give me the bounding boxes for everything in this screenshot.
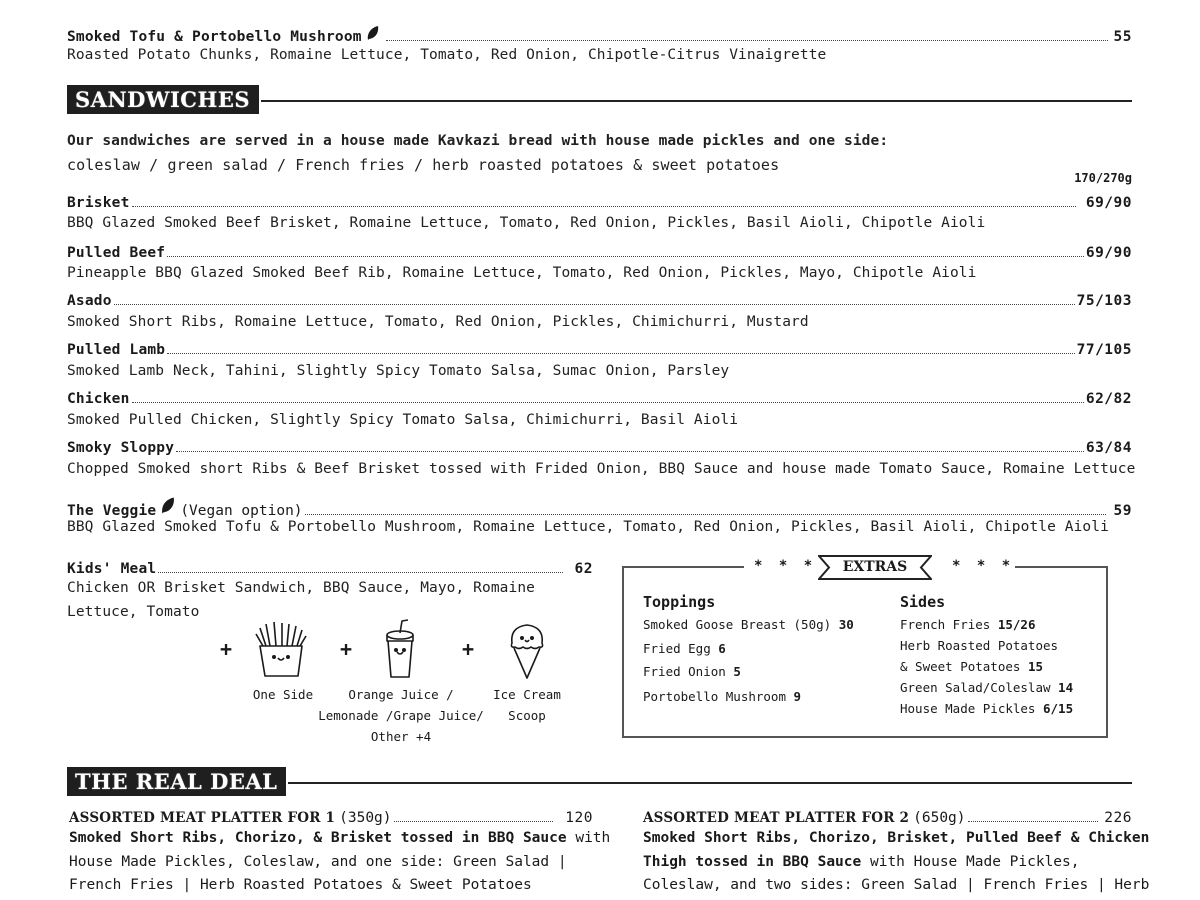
- side-item: [900, 659, 1043, 675]
- item-name: Smoked Tofu & Portobello Mushroom: [67, 29, 362, 45]
- section-title: THE REAL DEAL: [67, 767, 286, 796]
- section-header-sandwiches: [67, 84, 1132, 114]
- leaf-icon: [366, 25, 380, 41]
- topping-item: [643, 617, 854, 633]
- item-price: 62: [574, 561, 593, 577]
- item-name: Brisket: [67, 195, 130, 211]
- dotted-leader: [167, 255, 1084, 257]
- desc-bold: Smoked Short Ribs, Chorizo, & Brisket tossed in BBQ Sauce: [69, 830, 567, 846]
- side-price: 15/26: [997, 617, 1036, 632]
- item-weight: (650g): [913, 810, 966, 826]
- side-item: [900, 680, 1073, 696]
- menu-item-veggie: [67, 496, 1132, 520]
- item-description: BBQ Glazed Smoked Beef Brisket, Romaine Lettuce, Tomato, Red Onion, Pickles, Basil Aioli, Chipotle Aioli: [67, 215, 986, 231]
- extras-title: EXTRAS: [842, 559, 908, 575]
- dotted-leader: [132, 401, 1084, 403]
- desc-bold: Thigh tossed in BBQ Sauce: [643, 854, 862, 870]
- menu-item: [67, 439, 1132, 457]
- item-description: [643, 827, 1149, 851]
- item-price: 75/103: [1076, 293, 1132, 309]
- dotted-leader: [167, 352, 1074, 354]
- desc-text: with House Made Pickles,: [861, 854, 1080, 870]
- item-description-cont: French Fries | Herb Roasted Potatoes & Sweet Potatoes: [69, 877, 532, 893]
- kids-include-caption: [316, 684, 486, 747]
- desc-text: with: [566, 830, 611, 846]
- leaf-icon: [160, 496, 176, 515]
- section-divider: [288, 782, 1132, 784]
- menu-item-smoked-tofu: [67, 25, 1132, 46]
- topping-name: Fried Egg: [643, 641, 711, 656]
- plus-sign: +: [340, 637, 353, 661]
- dotted-leader: [305, 513, 1106, 515]
- side-price: 6/15: [1043, 701, 1074, 716]
- side-name: & Sweet Potatoes: [900, 659, 1021, 674]
- menu-item: [67, 292, 1132, 310]
- item-name: Asado: [67, 293, 112, 309]
- topping-item: [643, 641, 726, 657]
- toppings-heading: Toppings: [643, 593, 716, 611]
- dotted-leader: [132, 205, 1076, 207]
- item-description-cont: [643, 851, 1080, 875]
- topping-name: Fried Onion: [643, 664, 726, 679]
- topping-price: 6: [718, 641, 726, 656]
- menu-item: [67, 390, 1132, 408]
- menu-item: [67, 244, 1132, 262]
- decorative-stars: * * *: [952, 558, 1015, 574]
- side-name: Herb Roasted Potatoes: [900, 638, 1059, 653]
- item-description: Smoked Short Ribs, Romaine Lettuce, Tomato, Red Onion, Pickles, Chimichurri, Mustard: [67, 314, 809, 330]
- menu-item-kids-meal: [67, 560, 593, 578]
- item-weight: (350g): [339, 810, 392, 826]
- menu-item: [67, 341, 1132, 359]
- item-price: 120: [565, 810, 593, 826]
- weight-note: 170/270g: [1074, 171, 1132, 185]
- caption-line: Ice Cream: [493, 687, 561, 702]
- menu-item: [67, 194, 1132, 212]
- desc-bold: Smoked Short Ribs, Chorizo, Brisket, Pulled Beef & Chicken: [643, 830, 1150, 846]
- item-price: 77/105: [1076, 342, 1132, 358]
- sandwiches-intro: Our sandwiches are served in a house made Kavkazi bread with house made pickles and one side:: [67, 133, 889, 149]
- side-name: House Made Pickles: [900, 701, 1036, 716]
- item-price: 63/84: [1085, 440, 1132, 456]
- item-description: BBQ Glazed Smoked Tofu & Portobello Mushroom, Romaine Lettuce, Tomato, Red Onion, Pickles, Basil Aioli, Chipotle Aioli: [67, 519, 1109, 535]
- item-description: Roasted Potato Chunks, Romaine Lettuce, Tomato, Red Onion, Chipotle-Citrus Vinaigrette: [67, 47, 827, 63]
- extras-border-top: [622, 566, 744, 568]
- dotted-leader: [176, 450, 1084, 452]
- item-price: 69/90: [1085, 245, 1132, 261]
- item-description: Chicken OR Brisket Sandwich, BBQ Sauce, Mayo, Romaine: [67, 580, 535, 596]
- caption-line: Lemonade /Grape Juice/: [318, 708, 484, 723]
- item-price: 55: [1113, 29, 1132, 45]
- dotted-leader: [114, 303, 1075, 305]
- side-price: 14: [1058, 680, 1074, 695]
- topping-price: 5: [733, 664, 741, 679]
- item-description: Smoked Pulled Chicken, Slightly Spicy Tomato Salsa, Chimichurri, Basil Aioli: [67, 412, 739, 428]
- item-description-cont: Coleslaw, and two sides: Green Salad | French Fries | Herb: [643, 877, 1150, 893]
- kids-include-caption: [482, 684, 572, 726]
- menu-item-platter-2: [643, 809, 1132, 827]
- item-name: Chicken: [67, 391, 130, 407]
- plus-sign: +: [462, 637, 475, 661]
- item-name: Pulled Beef: [67, 245, 166, 261]
- item-price: 69/90: [1085, 195, 1132, 211]
- caption-line: Orange Juice /: [348, 687, 454, 702]
- dotted-leader: [968, 820, 1099, 822]
- drink-cup-icon: [384, 619, 416, 681]
- item-note: (Vegan option): [180, 503, 303, 519]
- caption-line: One Side: [252, 687, 314, 702]
- sides-heading: Sides: [900, 593, 946, 611]
- plus-sign: +: [220, 637, 233, 661]
- topping-item: [643, 664, 741, 680]
- side-item: [900, 701, 1073, 717]
- side-name: Green Salad/Coleslaw: [900, 680, 1051, 695]
- section-header-real-deal: [67, 766, 1132, 796]
- caption-line: Scoop: [508, 708, 546, 723]
- item-description: [69, 827, 610, 851]
- item-description: Chopped Smoked short Ribs & Beef Brisket tossed with Frided Onion, BBQ Sauce and house made Tomato Sauce, Romaine Lettuce: [67, 461, 1136, 477]
- item-name: ASSORTED MEAT PLATTER FOR 1: [69, 810, 336, 826]
- item-price: 62/82: [1085, 391, 1132, 407]
- sandwiches-side-options: coleslaw / green salad / French fries / herb roasted potatoes & sweet potatoes: [67, 156, 780, 174]
- topping-price: 30: [838, 617, 854, 632]
- side-price: 15: [1027, 659, 1044, 674]
- item-name: Kids' Meal: [67, 561, 157, 577]
- dotted-leader: [158, 571, 562, 573]
- side-name: French Fries: [900, 617, 991, 632]
- item-name: ASSORTED MEAT PLATTER FOR 2: [643, 810, 910, 826]
- topping-name: Smoked Goose Breast (50g): [643, 617, 832, 632]
- section-divider: [261, 100, 1132, 102]
- extras-border-top: [1015, 566, 1106, 568]
- item-description: Pineapple BBQ Glazed Smoked Beef Rib, Romaine Lettuce, Tomato, Red Onion, Pickles, Mayo, Chipotle Aioli: [67, 265, 977, 281]
- caption-line: Other +4: [370, 729, 432, 744]
- dotted-leader: [394, 820, 554, 822]
- item-name: Smoky Sloppy: [67, 440, 175, 456]
- item-description-cont: Lettuce, Tomato: [67, 604, 200, 620]
- item-price: 59: [1113, 503, 1132, 519]
- section-title: SANDWICHES: [67, 85, 259, 114]
- topping-price: 9: [793, 689, 802, 704]
- item-description-cont: House Made Pickles, Coleslaw, and one side: Green Salad |: [69, 854, 567, 870]
- item-name: Pulled Lamb: [67, 342, 166, 358]
- topping-name: Portobello Mushroom: [643, 689, 786, 704]
- dotted-leader: [386, 39, 1108, 41]
- item-description: Smoked Lamb Neck, Tahini, Slightly Spicy Tomato Salsa, Sumac Onion, Parsley: [67, 363, 730, 379]
- ice-cream-icon: [508, 621, 546, 681]
- decorative-stars: * * *: [754, 558, 817, 574]
- item-name: The Veggie: [67, 503, 157, 519]
- fries-icon: [252, 620, 310, 680]
- side-item: [900, 638, 1058, 654]
- side-item: [900, 617, 1035, 633]
- menu-item-platter-1: [69, 809, 593, 827]
- topping-item: [643, 689, 801, 705]
- item-price: 226: [1104, 810, 1132, 826]
